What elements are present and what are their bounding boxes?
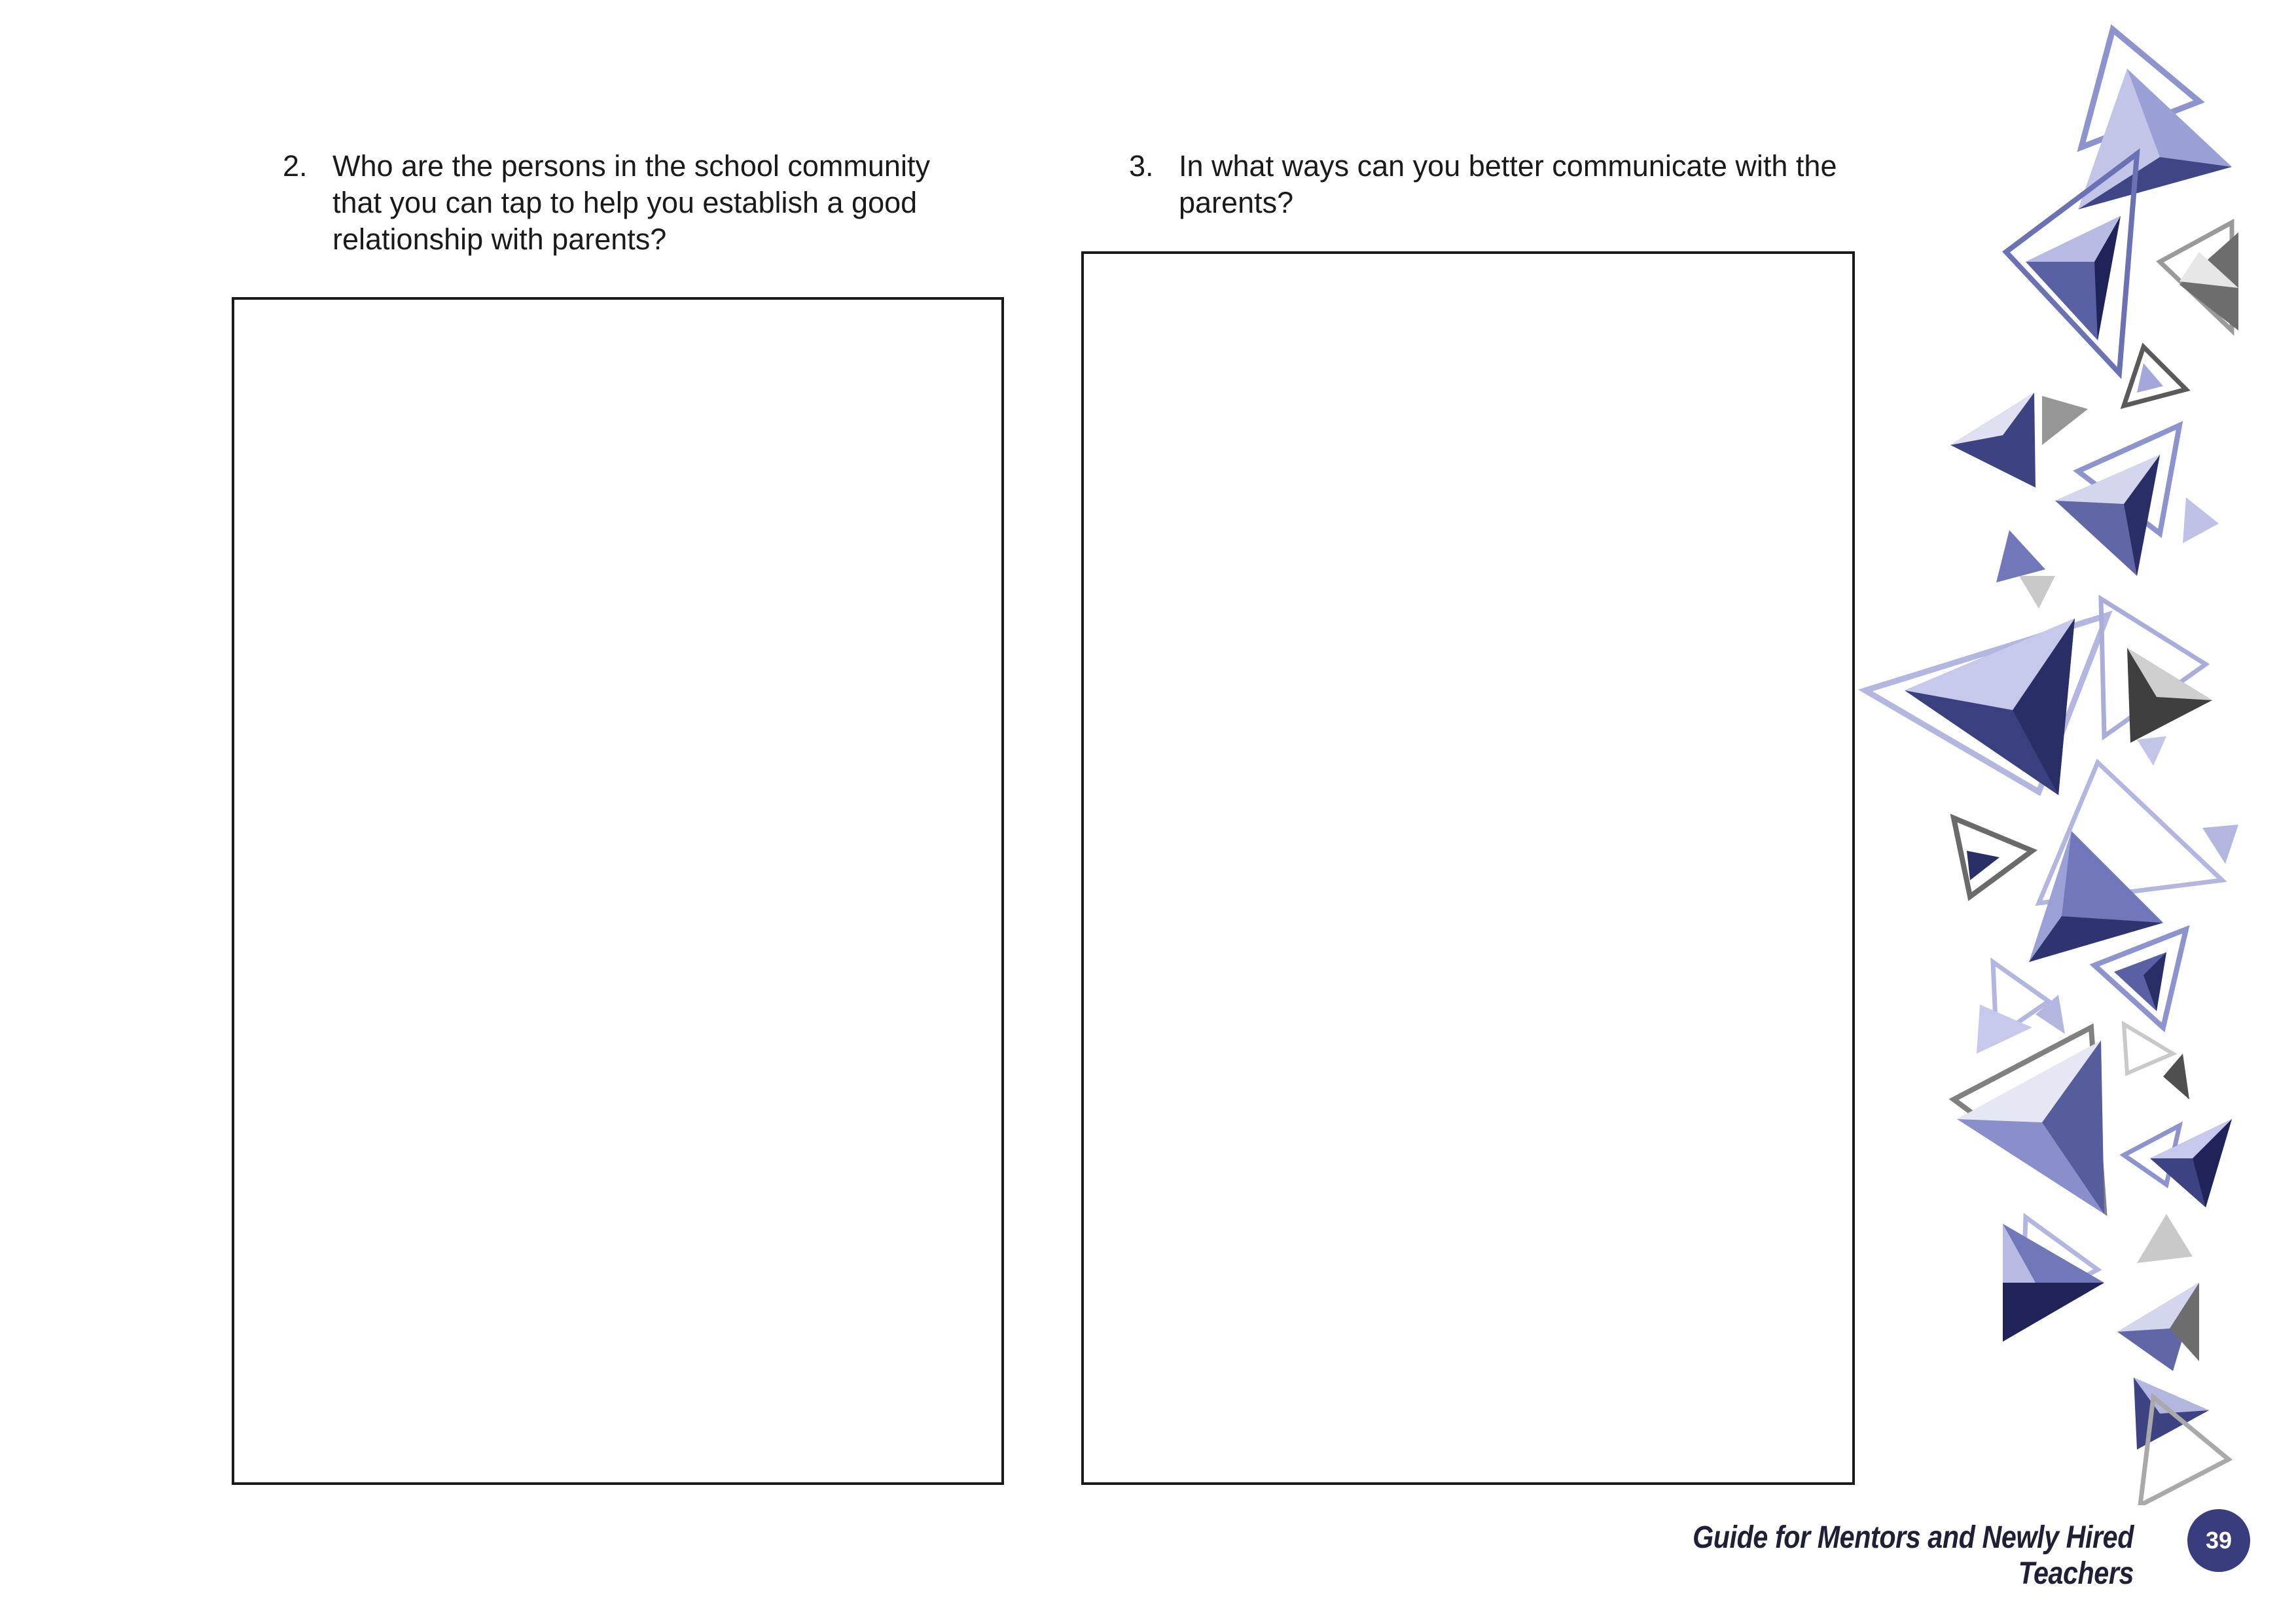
question-2	[283, 148, 1003, 266]
answer-box-question-2[interactable]	[232, 297, 1004, 1485]
question-line: Who are the persons in the school community	[332, 149, 930, 183]
question-line: In what ways can you better communicate with the	[1179, 149, 1837, 183]
question-line: relationship with parents?	[332, 223, 667, 256]
answer-box-question-3[interactable]	[1081, 251, 1855, 1485]
question-text	[1179, 148, 1866, 221]
question-number: 3.	[1129, 149, 1154, 183]
triangle-decoration	[1846, 0, 2296, 1505]
page-number-badge: 39	[2187, 1509, 2250, 1572]
question-number: 2.	[283, 149, 308, 183]
guide-title: Guide for Mentors and Newly Hired Teachers	[1693, 1520, 2134, 1591]
question-3	[1129, 148, 1882, 233]
question-line: parents?	[1179, 186, 1294, 219]
question-text	[332, 148, 1007, 258]
question-line: that you can tap to help you establish a good	[332, 186, 918, 219]
